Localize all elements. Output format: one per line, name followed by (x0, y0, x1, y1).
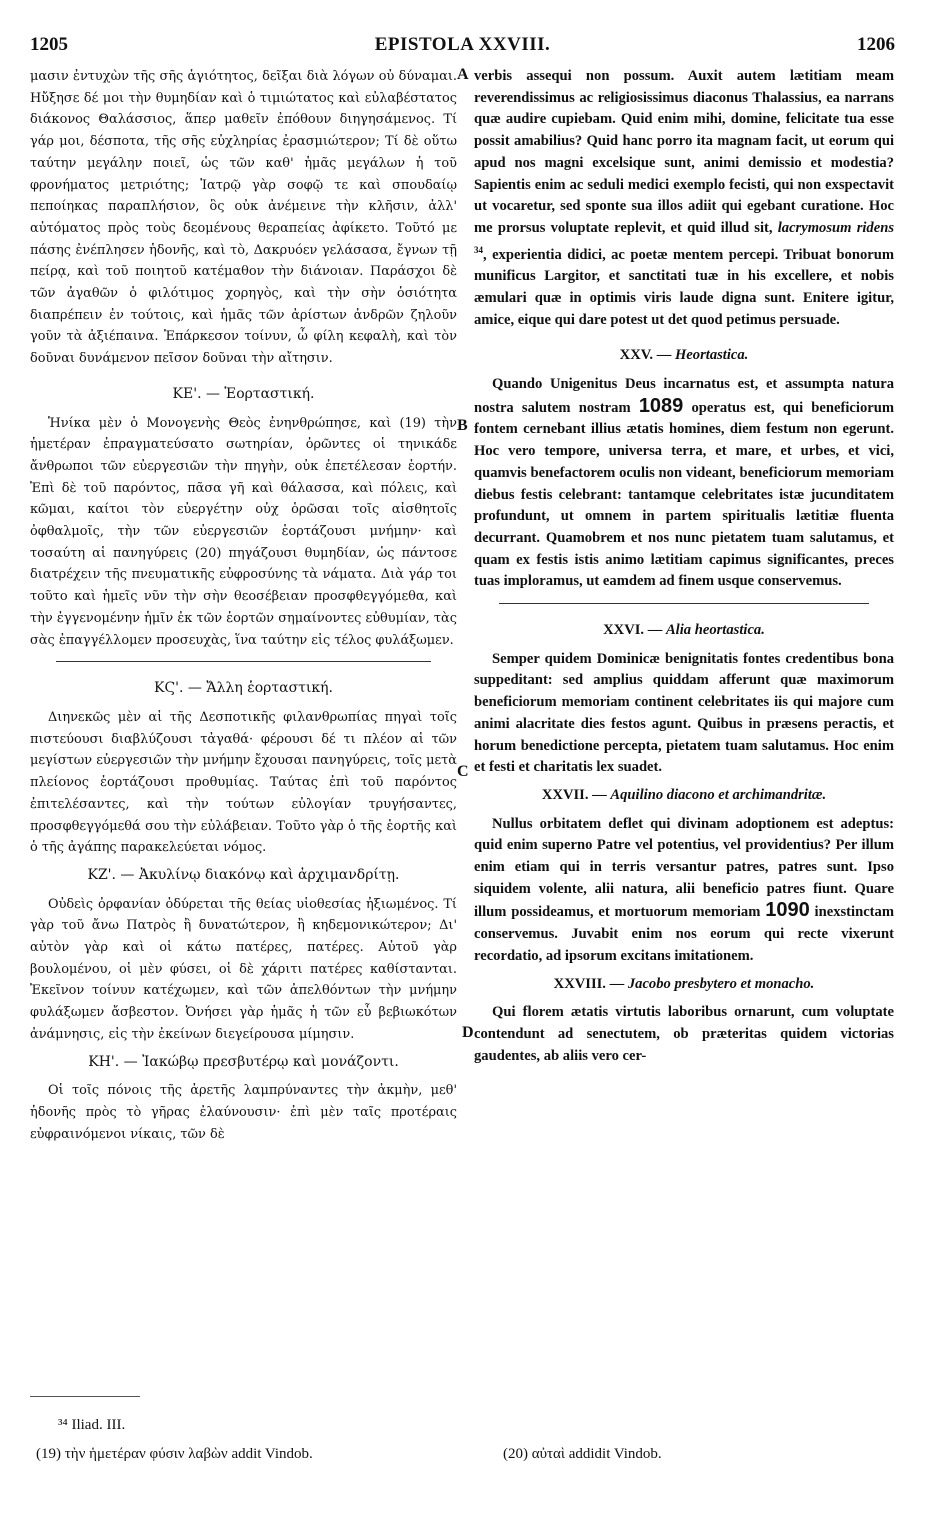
latin-letter-27: Nullus orbitatem deflet qui divinam adoptionem est adeptus: quid enim superno Patre vel potentius, vel providentius? Per illum enim etiam qui in terris versantur patres, patres sunt. Ipso siquidem volente, alii natura, alii beneficio patres fiunt. Quare illum possideamus, et mortuorum memoriam 1090 inexstinctam conservemus. Juvabit enim nos eorum qui recte vixerunt recordatio, ad ipsorum excitans imitationem. (474, 815, 894, 964)
margin-letter-b: B (457, 417, 468, 434)
footnote-19: (19) τὴν ἡμετέραν φύσιν λαβὼν addit Vindob. (36, 1446, 313, 1462)
latin-column (474, 66, 894, 1067)
page-marker-1090: 1090 (765, 899, 810, 922)
greek-letter-24-end: μασιν ἐντυχὼν τῆς σῆς ἁγιότητος, δεῖξαι διὰ λόγων οὐ δύναμαι. Ηὔξησε δέ μοι τὴν θυμηδίαν καὶ ὁ τιμιώτατος καὶ εὐλαβέστατος διάκονος Θαλάσσιος, ἅπερ μαθεῖν ἐπόθουν διηγησάμενος. Τί γάρ μοι, δέσποτα, τῆς σῆς εὐχληρίας ἐρασμιώτερον; Τί δὲ οὕτω ταύτην μεγάλην ποιεῖ, ὡς τῶν καθ' ἡμᾶς μεγάλων ἡ τοῦ φρονήματος μετριότης; Ἰατρῷ γὰρ σοφῷ τε καὶ σπουδαίῳ πεποίηκας παραπλήσιον, ὃς οὐκ ἀνέμεινε τὴν κλῆσιν, ἀλλ' αὐτόματος πρὸς τοὺς δεομένους θεραπείας ἀφίκετο. Τοῦτό με πάσης ἐνέπλησεν ἡδονῆς, καὶ τὸ, Δακρυόεν γελάσασα, ἔγνων τῇ πείρᾳ, καὶ τοῦ ποιητοῦ κατέμαθον τὴν διάνοιαν. Παράσχοι δὲ τῶν ἀγαθῶν ὁ φιλότιμος χορηγὸς, καὶ τὴν σὴν ὁσιότητα διαπρέπειν ἐν τούτοις, καὶ ἡμᾶς τῶν ἀρίστων ἀνδρῶν ζηλοῦν γοῦν τὰ ἀξιέπαινα. Ἐπάρκεσον τοίνυν, ὦ φίλη κεφαλὴ, καὶ τὸν δοῦναι δυνάμενον πεῖσον δοῦναι τὴν αἴτησιν. (30, 69, 457, 367)
greek-heading-27: ΚΖ'. — Ἀκυλίνῳ διακόνῳ καὶ ἀρχιμανδρίτῃ. (87, 866, 400, 883)
latin-heading-25: XXV. — Heortastica. (619, 347, 749, 364)
greek-letter-26: Διηνεκῶς μὲν αἱ τῆς Δεσποτικῆς φιλανθρωπίας πηγαὶ τοῖς πιστεύουσι διαβλύζουσι τἀγαθά· φέρουσι δέ τι πλέον αἱ τῶν μεγίστων εὐεργεσιῶν τὴν μνήμην ἔχουσαι πανηγύρεις, τοῖς μετὰ πλείονος ἑορτάζουσι προθυμίας. Ταύτας ἐπὶ τοῦ παρόντος ἐπιτελέσαντες, καὶ τὴν τούτων εὐλογίαν τρυγήσαντες, προσφθεγγόμεθά σου τὴν εὐλάβειαν. Τοῦτο γὰρ ὁ τῆς ἑορτῆς καὶ ὁ τῆς ἀγάπης παρακελεύεται νόμος. (30, 709, 457, 856)
latin-letter-25: Quando Unigenitus Deus incarnatus est, et assumpta natura nostra salutem nostram 1089 operatus est, qui beneficiorum fontem cernebant illius ætatis homines, diem festum non egerunt. Hoc vero tempore, universa terra, et mare, et urbes, et vici, quamvis benefactorem oculis non videant, beneficiorum memoriam diebus festis celebrant: tantamque celebritates istæ jucunditatem profundunt, ut omnem in partem spiritualis lætitiæ fluenta decurrant. Quamobrem et nos nunc pietatem tuam salutamus, et quam ex festis istis animo lætitiam capimus significantes, preces tuas imploramus, ut eamdem ad finem usque conservemus. (474, 376, 894, 590)
greek-heading-26: ΚϚ'. — Ἄλλη ἑορταστική. (154, 680, 333, 697)
footnote-ref-34: 34 (474, 244, 483, 255)
margin-letter-c: C (457, 763, 469, 780)
left-page-number: 1205 (30, 34, 68, 55)
greek-heading-25: ΚΕ'. — Ἑορταστική. (172, 385, 315, 402)
latin-heading-26: XXVI. — Alia heortastica. (603, 622, 765, 639)
latin-letter-24-end: verbis assequi non possum. Auxit autem lætitiam meam reverendissimus ac religiosissimus diaconus Thalassius, ea narrans quæ audire cupiebam. Quid enim mihi, domine, felicitate tua esse possit amabilius? Quid hanc porro ita magnam facit, ut eorum qui apud nos magni excelsique sunt, animi demissio et modestia? Sapientis enim ac seduli medici exemplo fecisti, qui non exspectavit ut vocaretur, sed sponte sua illos adiit qui egebant curatione. Hoc me prorsus voluptate replevit, et quid illud sit, lacrymosum ridens $^{34}$, experientia didici, ac poetæ mentem percepi. Tribuat bonorum munificus Largitor, et sanctitati tuæ in his excellere, et nobis æmulari quæ in optimis viris laude digna sunt. Enitere igitur, amice, eique qui dare potest ut det quod petimus persuade. (474, 68, 894, 328)
page-marker-1089: 1089 (638, 394, 684, 417)
latin-heading-27: XXVII. — Aquilino diacono et archimandritæ. (541, 786, 827, 803)
greek-letter-27: Οὐδεὶς ὀρφανίαν ὀδύρεται τῆς θείας υἱοθεσίας ἠξιωμένος. Τί γὰρ τοῦ ἄνω Πατρὸς ἢ δυνατώτερον, ἢ κηδεμονικώτερον; Δι' αὐτὸν γὰρ καὶ οἱ κάτω πατέρες, πατέρες. Αὐτοῦ γὰρ βουλομένου, οἱ μὲν φύσει, οἱ δὲ χάριτι πατέρες καθίστανται. Ἐκεῖνον τοίνυν κατέχωμεν, καὶ τῶν ἀπελθόντων τὴν μνήμην φυλάξωμεν ἄσβεστον. Ὀνήσει γὰρ ἡμᾶς ἡ τῶν εὖ βεβιωκότων ἀνάμνησις, εἰς τὴν ἐκείνων διεγείρουσα μίμησιν. (30, 896, 457, 1042)
greek-letter-28: Οἱ τοῖς πόνοις τῆς ἀρετῆς λαμπρύναντες τὴν ἀκμὴν, μεθ' ἡδονῆς πρὸς τὸ γῆρας ἐλαύνουσιν· ἐπὶ μὲν ταῖς προτέραις εὐφραινόμενοι νίκαις, τῶν δὲ (30, 1083, 457, 1142)
quotation-italic: lacrymosum ridens (777, 219, 894, 236)
greek-heading-28: ΚΗ'. — Ἰακώβῳ πρεσβυτέρῳ καὶ μονάζοντι. (88, 1053, 399, 1070)
page-header (30, 34, 895, 64)
margin-letter-d: D (462, 1024, 474, 1041)
latin-letter-26: Semper quidem Dominicæ benignitatis fontes credentibus bona suppeditant: sed amplius quiddam afferunt quæ maximorum beneficiorum memoriam continent celebritates iis qui majore cum animi alacritate dies festos agunt. Quibus in præsens peractis, et horum benedictione percepta, pietatem tuam salutamus. Hoc enim et festi et charitatis lex suadet. (474, 650, 894, 776)
latin-letter-28: Qui florem ætatis virtutis laboribus ornarunt, cum voluptate contendunt ad senectutem, ob præteritas quidem victorias gaudentes, ab aliis vero cer- (474, 1004, 894, 1064)
footnote-rule (30, 1396, 140, 1397)
footnote-34: ³⁴ Iliad. III. (58, 1417, 126, 1433)
section-divider (56, 661, 432, 662)
latin-heading-28: XXVIII. — Jacobo presbytero et monacho. (553, 975, 815, 992)
running-title: EPISTOLA XXVIII. (374, 34, 551, 55)
greek-column (30, 66, 457, 1145)
right-page-number: 1206 (857, 34, 895, 55)
footnote-20: (20) αὐταὶ addidit Vindob. (503, 1446, 662, 1462)
greek-letter-25: Ἡνίκα μὲν ὁ Μονογενὴς Θεὸς ἐνηνθρώπησε, καὶ (19) τὴν ἡμετέραν ἐπραγματεύσατο σωτηρίαν, ὁρῶντες οἱ τηνικάδε ἄνθρωποι τῶν εὐεργεσιῶν τὴν πηγὴν, οὐκ ἐπετέλεσαν ἑορτήν. Ἐπὶ δὲ τοῦ παρόντος, πᾶσα γῆ καὶ θάλασσα, καὶ πόλεις, καὶ κῶμαι, καίτοι τὸν εὐεργέτην οὐχ ὁρῶσαι τοῖς αἰσθητοῖς ὀφθαλμοῖς, τὴν τῶν εὐεργεσιῶν ἑορτάζουσι μνήμην· καὶ τοσαύτη αἱ πανηγύρεις (20) πηγάζουσι θυμηδίαν, ὡς πάντοσε διατρέχειν τῆς πνευματικῆς εὐφροσύνης τὰ νάματα. Διὰ γάρ τοι τοῦτο καὶ ἡμεῖς νῦν τὴν σὴν θεοσέβειαν προσφθεγγόμεθα, καὶ τὴν ἐγγενομένην ἡμῖν ἐκ τῶν ἑορτῶν σημαίνοντες εὐθυμίαν, τὰς σὰς ἐπαγγέλλομεν προσευχὰς, ἵνα ταύτην εἰς τέλος φυλάξωμεν. (30, 415, 457, 648)
section-divider (499, 603, 869, 604)
margin-letter-a: A (457, 66, 469, 83)
